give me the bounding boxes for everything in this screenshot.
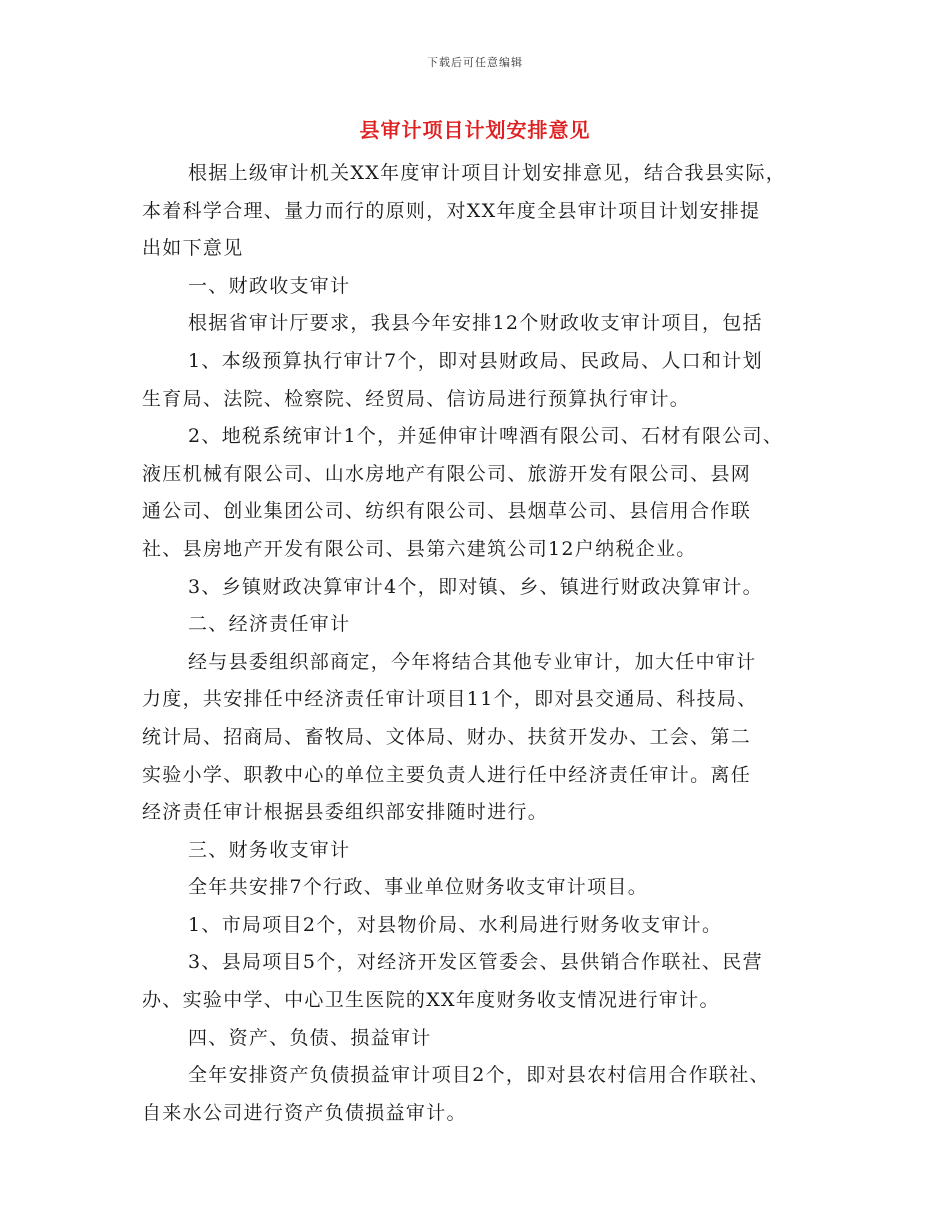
paragraph-line: 出如下意见 <box>142 237 244 260</box>
paragraph-line: 根据省审计厅要求，我县今年安排12个财政收支审计项目，包括 <box>188 312 763 335</box>
paragraph-line: 一、财政收支审计 <box>188 274 351 297</box>
paragraph-line: 经与县委组织部商定，今年将结合其他专业审计，加大任中审计 <box>188 650 757 673</box>
paragraph-line: 全年安排资产负债损益审计项目2个，即对县农村信用合作联社、 <box>188 1064 770 1087</box>
paragraph-line: 社、县房地产开发有限公司、县第六建筑公司12户纳税企业。 <box>142 537 697 560</box>
paragraph-line: 三、财务收支审计 <box>188 838 351 861</box>
paragraph-line: 统计局、招商局、畜牧局、文体局、财办、扶贫开发办、工会、第二 <box>142 725 752 748</box>
paragraph-line: 3、乡镇财政决算审计4个，即对镇、乡、镇进行财政决算审计。 <box>188 575 763 598</box>
paragraph-line: 通公司、创业集团公司、纺织有限公司、县烟草公司、县信用合作联 <box>142 500 752 523</box>
paragraph-line: 二、经济责任审计 <box>188 613 351 636</box>
document-body <box>142 155 822 1132</box>
paragraph-line: 3、县局项目5个，对经济开发区管委会、县供销合作联社、民营 <box>188 951 763 974</box>
header-note: 下载后可任意编辑 <box>427 56 523 69</box>
paragraph-line: 四、资产、负债、损益审计 <box>188 1026 432 1049</box>
paragraph-line: 2、地税系统审计1个，并延伸审计啤酒有限公司、石材有限公司、 <box>188 425 784 448</box>
paragraph-line: 根据上级审计机关XX年度审计项目计划安排意见，结合我县实际， <box>188 162 787 184</box>
paragraph-line: 1、本级预算执行审计7个，即对县财政局、民政局、人口和计划 <box>188 349 763 372</box>
paragraph-line: 力度，共安排任中经济责任审计项目11个，即对县交通局、科技局、 <box>142 688 758 711</box>
paragraph-line: 经济责任审计根据县委组织部安排随时进行。 <box>142 801 549 824</box>
paragraph-line: 本着科学合理、量力而行的原则，对XX年度全县审计项目计划安排提 <box>142 199 761 222</box>
paragraph-line: 实验小学、职教中心的单位主要负责人进行任中经济责任审计。离任 <box>142 763 752 786</box>
paragraph-line: 全年共安排7个行政、事业单位财务收支审计项目。 <box>188 876 648 899</box>
paragraph-line: 自来水公司进行资产负债损益审计。 <box>142 1101 467 1124</box>
paragraph-line: 生育局、法院、检察院、经贸局、信访局进行预算执行审计。 <box>142 387 691 410</box>
paragraph-line: 液压机械有限公司、山水房地产有限公司、旅游开发有限公司、县网 <box>142 462 752 485</box>
paragraph-line: 1、市局项目2个，对县物价局、水利局进行财务收支审计。 <box>188 913 723 936</box>
document-title: 县审计项目计划安排意见 <box>359 118 591 142</box>
paragraph-line: 办、实验中学、中心卫生医院的XX年度财务收支情况进行审计。 <box>142 989 720 1012</box>
